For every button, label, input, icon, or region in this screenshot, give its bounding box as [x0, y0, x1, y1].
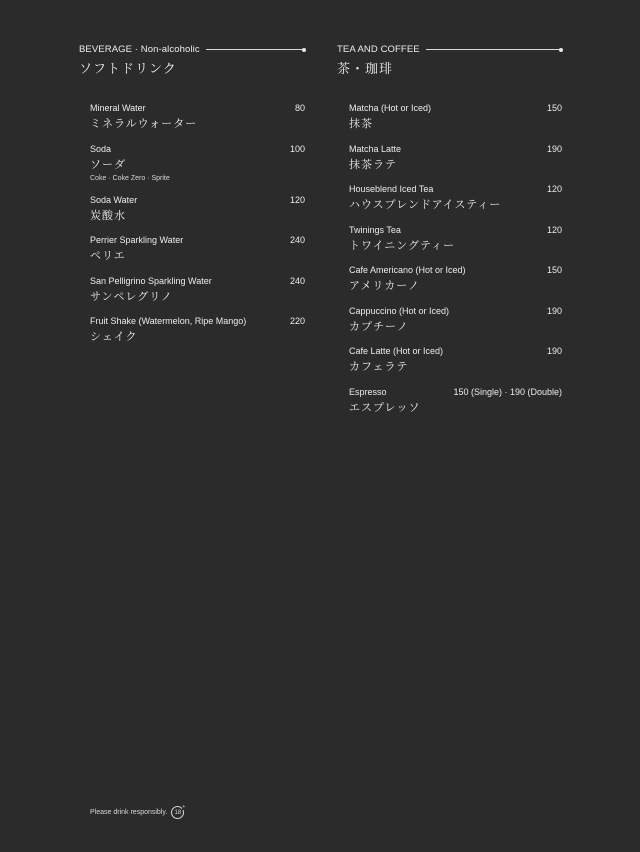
menu-item	[349, 306, 562, 347]
age-badge-plus: +	[182, 804, 186, 810]
item-price: 240	[289, 235, 305, 245]
item-name-en: Cappuccino (Hot or Iced)	[349, 305, 450, 316]
item-price: 150 (Single) · 190 (Double)	[453, 386, 562, 397]
menu-list	[337, 103, 562, 427]
item-name-en: Matcha (Hot or Iced)	[349, 103, 432, 113]
section-header	[337, 43, 562, 77]
item-name-jp: カフェラテ	[349, 360, 409, 373]
item-name-en: Fruit Shake (Watermelon, Ripe Mango)	[90, 316, 247, 326]
item-price: 150	[546, 265, 562, 275]
item-price: 190	[546, 143, 562, 154]
section-title-en: TEA AND COFFEE	[337, 44, 420, 55]
item-name-jp: シェイク	[90, 330, 138, 343]
item-name-en: Houseblend Iced Tea	[349, 184, 434, 194]
section-header	[79, 43, 305, 77]
item-name-jp: ソーダ	[90, 157, 126, 171]
menu-list	[79, 103, 305, 357]
section-divider	[426, 49, 562, 50]
item-price: 240	[289, 275, 305, 286]
item-name-jp: アメリカーノ	[349, 279, 421, 292]
item-name-en: Mineral Water	[90, 103, 146, 113]
item-name-jp: 抹茶ラテ	[349, 157, 397, 171]
item-name-en: Perrier Sparkling Water	[90, 235, 184, 245]
section-title-en: BEVERAGE · Non-alcoholic	[79, 44, 200, 55]
section-title-jp: ソフトドリンク	[79, 62, 177, 77]
age-18-icon	[171, 806, 184, 819]
menu-item	[349, 265, 562, 306]
item-price: 220	[289, 316, 305, 326]
menu-item	[349, 346, 562, 387]
menu-item	[90, 276, 305, 317]
section-divider	[206, 49, 305, 50]
item-name-en: Twinings Tea	[349, 224, 401, 235]
footer	[90, 806, 184, 819]
item-name-en: Cafe Latte (Hot or Iced)	[349, 346, 444, 356]
item-name-en: San Pelligrino Sparkling Water	[90, 275, 212, 286]
menu-item	[349, 184, 562, 225]
item-name-en: Soda Water	[90, 194, 138, 205]
section-title-jp: 茶・珈琲	[337, 62, 394, 77]
footer-note: Please drink responsibly.	[90, 809, 168, 816]
menu-item	[90, 103, 305, 144]
item-price: 80	[294, 103, 305, 113]
item-name-en: Espresso	[349, 386, 387, 397]
item-name-jp: サンペレグリノ	[90, 289, 173, 303]
menu-item	[349, 144, 562, 185]
item-price: 120	[546, 224, 562, 235]
menu-item	[90, 195, 305, 236]
item-name-en: Matcha Latte	[349, 143, 402, 154]
item-price: 120	[289, 194, 305, 205]
item-price: 190	[546, 305, 562, 316]
item-price: 190	[546, 346, 562, 356]
menu-item	[349, 225, 562, 266]
item-name-en: Cafe Americano (Hot or Iced)	[349, 265, 466, 275]
menu-item	[349, 103, 562, 144]
item-name-jp: 抹茶	[349, 117, 373, 130]
item-price: 150	[546, 103, 562, 113]
item-price: 100	[289, 143, 305, 154]
section-tea-coffee	[337, 43, 562, 427]
item-name-jp: 炭酸水	[90, 208, 126, 222]
item-name-jp: トワイニングティー	[349, 238, 456, 252]
item-name-jp: エスプレッソ	[349, 400, 421, 414]
item-name-jp: ペリエ	[90, 249, 126, 262]
item-options: Coke · Coke Zero · Sprite	[90, 174, 170, 182]
item-name-jp: カプチーノ	[349, 319, 409, 333]
section-soft-drinks	[79, 43, 305, 357]
item-name-jp: ミネラルウォーター	[90, 117, 198, 130]
item-price: 120	[546, 184, 562, 194]
menu-item	[90, 235, 305, 276]
item-name-jp: ハウスブレンドアイスティー	[349, 198, 502, 211]
menu-item	[90, 316, 305, 357]
item-name-en: Soda	[90, 143, 112, 154]
age-badge-number: 18	[174, 809, 182, 816]
menu-item	[90, 144, 305, 195]
menu-item	[349, 387, 562, 428]
